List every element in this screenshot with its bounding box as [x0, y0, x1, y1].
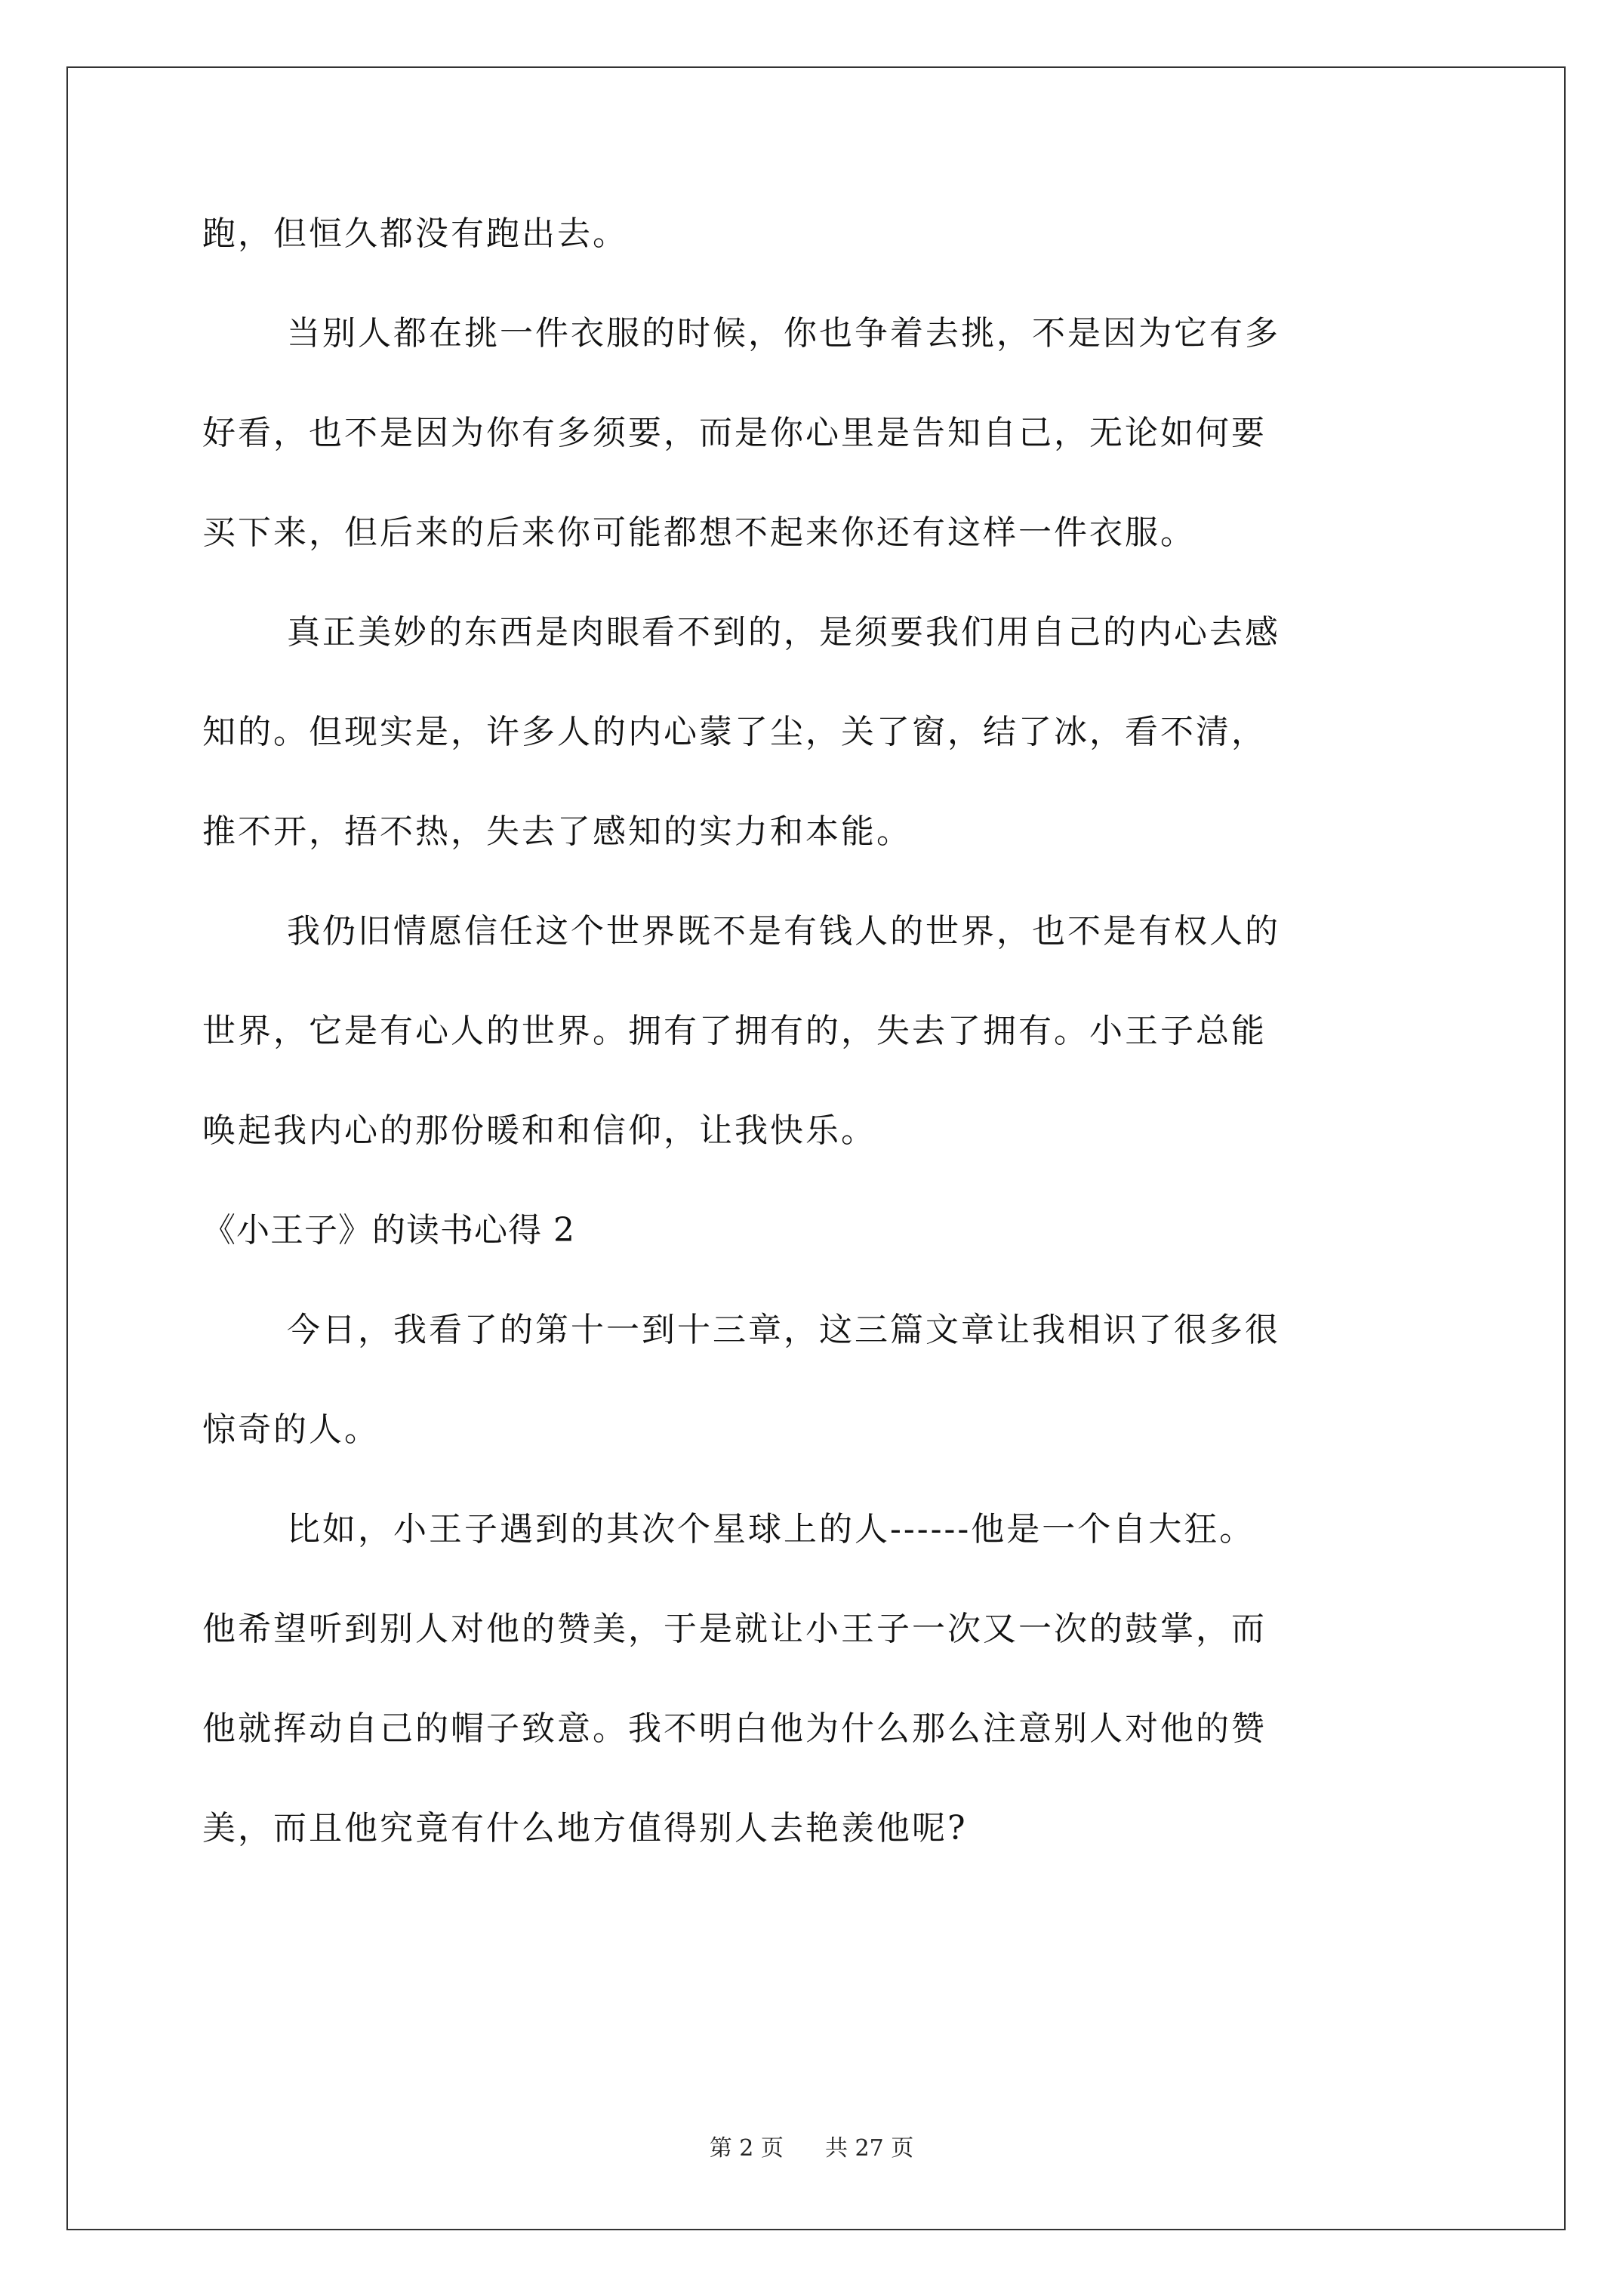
page-footer: [0, 2135, 1623, 2162]
text-line: 跑，但恒久都没有跑出去。: [202, 214, 628, 253]
paragraph-start-line: 比如，小王子遇到的其次个星球上的人------他是一个自大狂。: [287, 1510, 1255, 1549]
text-line: 推不开，捂不热，失去了感知的实力和本能。: [202, 812, 912, 851]
page-number: 第 2 页: [709, 2135, 784, 2162]
paragraph-start-line: 今日，我看了的第十一到十三章，这三篇文章让我相识了很多很: [287, 1311, 1280, 1349]
text-line: 唤起我内心的那份暖和和信仰，让我快乐。: [202, 1111, 876, 1150]
text-line: 知的。但现实是，许多人的内心蒙了尘，关了窗，结了冰，看不清，: [202, 713, 1267, 751]
paragraph-start-line: 当别人都在挑一件衣服的时候，你也争着去挑，不是因为它有多: [287, 314, 1280, 353]
paragraph-start-line: 我仍旧情愿信任这个世界既不是有钱人的世界，也不是有权人的: [287, 912, 1280, 951]
text-line: 他希望听到别人对他的赞美，于是就让小王子一次又一次的鼓掌，而: [202, 1610, 1267, 1648]
section-heading: 《小王子》的读书心得 2: [202, 1211, 575, 1250]
text-line: 惊奇的人。: [202, 1410, 380, 1449]
page-total: 共 27 页: [825, 2135, 914, 2162]
text-line: 他就挥动自己的帽子致意。我不明白他为什么那么注意别人对他的赞: [202, 1709, 1267, 1748]
text-line: 好看，也不是因为你有多须要，而是你心里是告知自己，无论如何要: [202, 414, 1267, 452]
text-line: 美，而且他究竟有什么地方值得别人去艳羡他呢?: [202, 1809, 968, 1848]
text-line: 买下来，但后来的后来你可能都想不起来你还有这样一件衣服。: [202, 513, 1196, 552]
text-line: 世界，它是有心人的世界。拥有了拥有的，失去了拥有。小王子总能: [202, 1012, 1267, 1050]
paragraph-start-line: 真正美妙的东西是肉眼看不到的，是须要我们用自己的内心去感: [287, 613, 1280, 652]
